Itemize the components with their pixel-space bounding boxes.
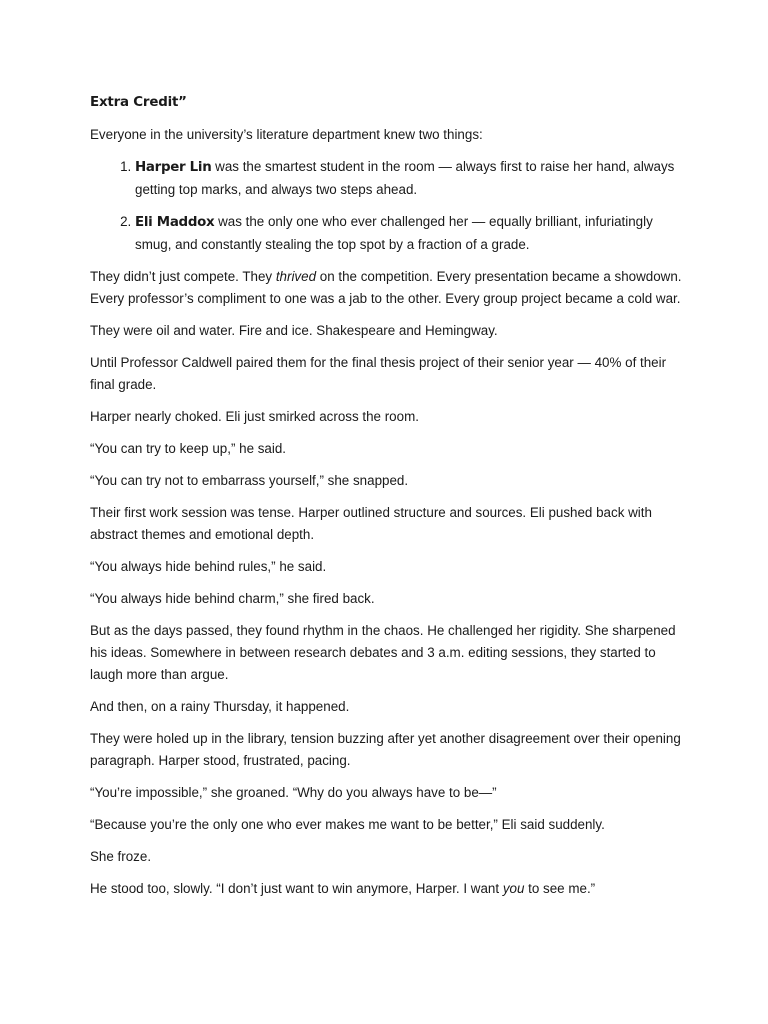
paragraph-rainy-thursday: And then, on a rainy Thursday, it happened. xyxy=(90,699,350,714)
paragraph-dialogue: “You’re impossible,” she groaned. “Why do you always have to be—” xyxy=(90,785,497,800)
numbered-list xyxy=(90,156,690,256)
list-item xyxy=(135,211,690,256)
paragraph-confession xyxy=(90,878,690,900)
character-name-eli: Eli Maddox xyxy=(135,215,215,230)
paragraph-competition xyxy=(90,266,690,310)
paragraph-reaction: Harper nearly choked. Eli just smirked across the room. xyxy=(90,409,419,424)
emphasis-text: you xyxy=(502,881,525,896)
paragraph-dialogue: “Because you’re the only one who ever makes me want to be better,” Eli said suddenly. xyxy=(90,817,605,832)
list-item-text: was the only one who ever challenged her — equally brilliant, infuriatingly smug, and constantly stealing the top spot by a fraction of a grade. xyxy=(135,214,653,252)
paragraph-dialogue: “You can try to keep up,” he said. xyxy=(90,441,287,456)
paragraph-dialogue: “You always hide behind rules,” he said. xyxy=(90,559,327,574)
paragraph-dialogue: “You can try not to embarrass yourself,” she snapped. xyxy=(90,473,409,488)
paragraph-froze: She froze. xyxy=(90,849,152,864)
paragraph-library: They were holed up in the library, tension buzzing after yet another disagreement over their opening paragraph. Harper stood, frustrated, pacing. xyxy=(90,731,681,768)
paragraph-dialogue: “You always hide behind charm,” she fired back. xyxy=(90,591,375,606)
document-page xyxy=(90,93,690,910)
text-run: They didn’t just compete. They xyxy=(90,269,276,284)
paragraph-oil-water: They were oil and water. Fire and ice. Shakespeare and Hemingway. xyxy=(90,323,498,338)
text-run: He stood too, slowly. “I don’t just want to win anymore, Harper. I want xyxy=(90,881,503,896)
text-run: on the competition. Every presentation became a showdown. Every professor’s compliment to one was a jab to the other. Every group project became a cold war. xyxy=(90,269,682,306)
text-run: to see me.” xyxy=(524,881,596,896)
paragraph-rhythm: But as the days passed, they found rhythm in the chaos. He challenged her rigidity. She sharpened his ideas. Somewhere in between research debates and 3 a.m. editing sessions, they started to laugh more than argue. xyxy=(90,623,676,682)
paragraph-first-session: Their first work session was tense. Harper outlined structure and sources. Eli pushed back with abstract themes and emotional depth. xyxy=(90,505,652,542)
paragraph-intro: Everyone in the university’s literature department knew two things: xyxy=(90,127,483,142)
document-title: Extra Credit” xyxy=(90,95,187,110)
emphasis-text: thrived xyxy=(275,269,317,284)
character-name-harper: Harper Lin xyxy=(135,160,212,175)
list-item-text: was the smartest student in the room — always first to raise her hand, always getting top marks, and always two steps ahead. xyxy=(135,159,675,197)
list-item xyxy=(135,156,690,201)
paragraph-professor: Until Professor Caldwell paired them for the final thesis project of their senior year — 40% of their final grade. xyxy=(90,355,667,392)
